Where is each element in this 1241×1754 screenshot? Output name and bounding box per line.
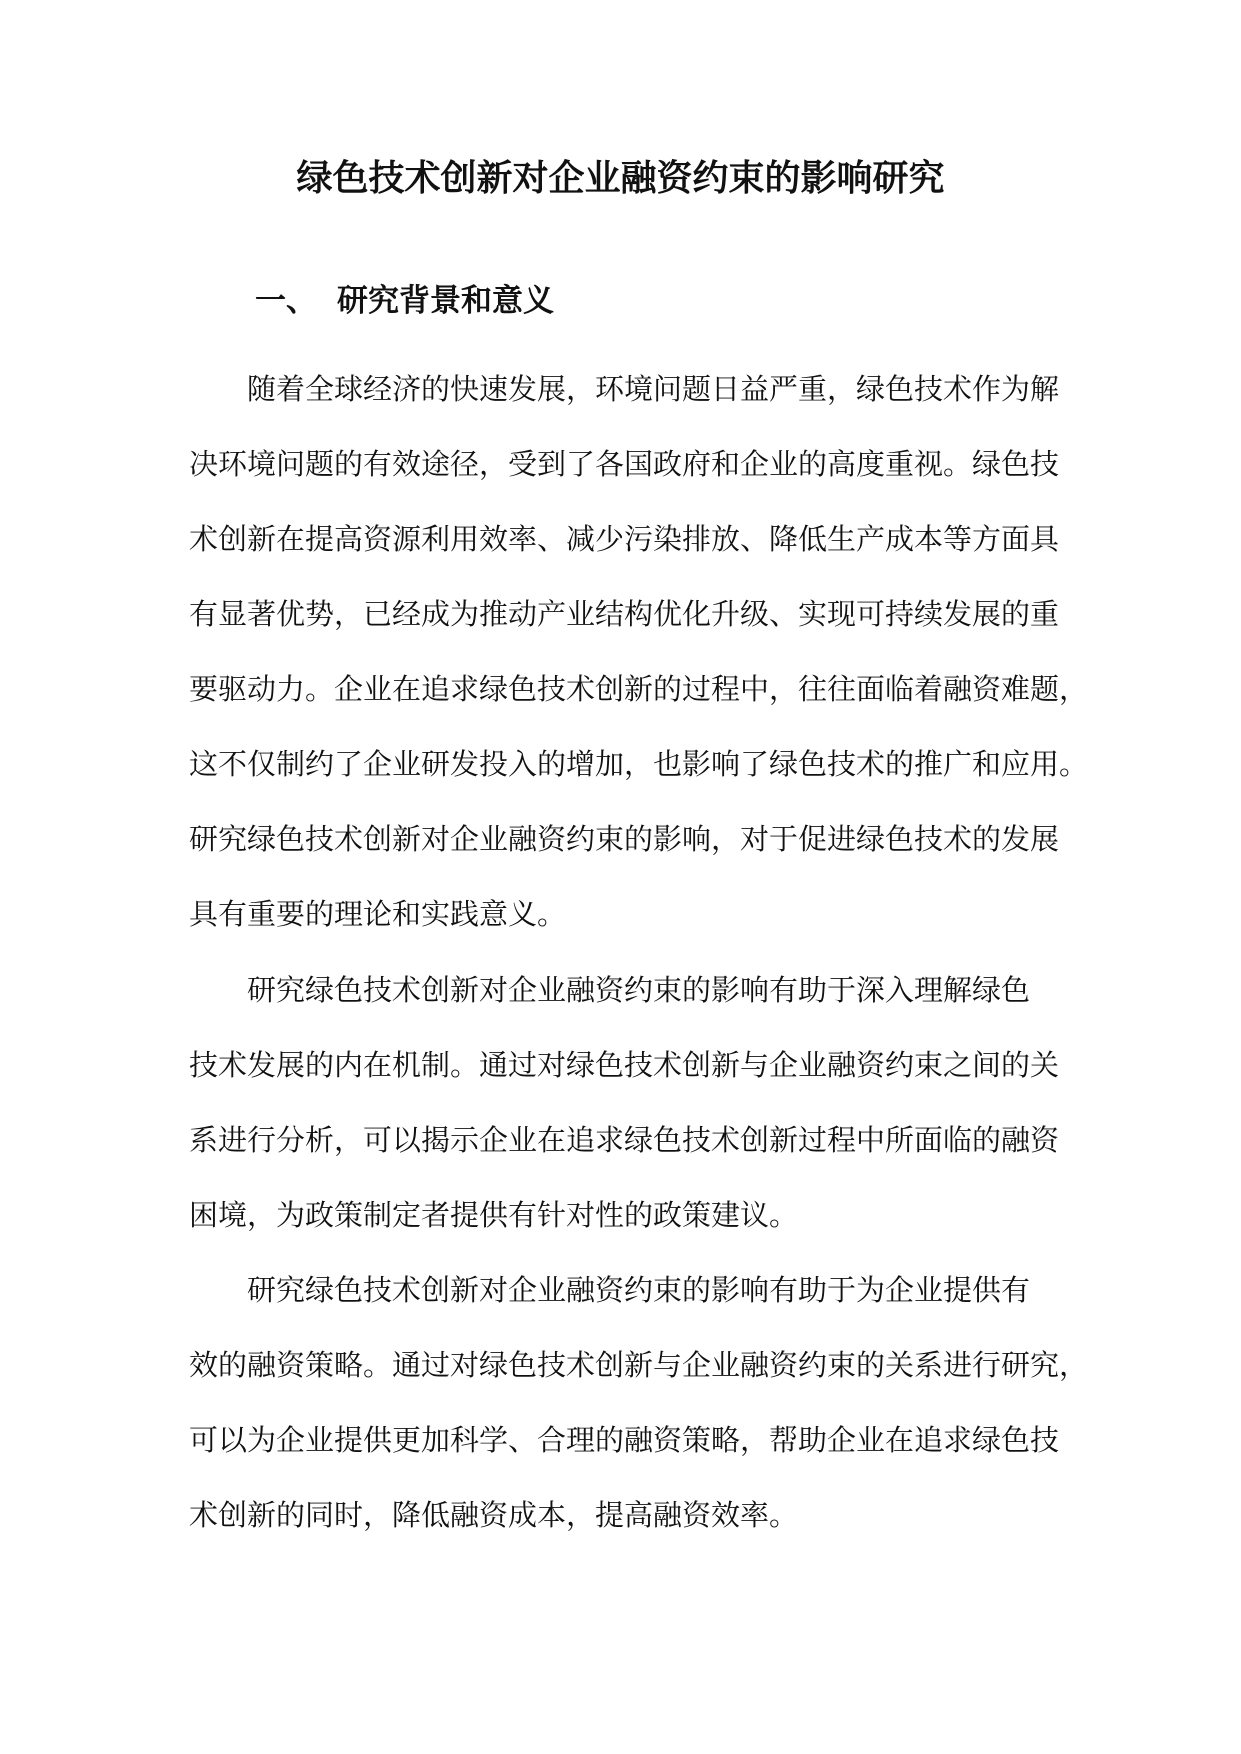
paragraph-line: 可以为企业提供更加科学、合理的融资策略，帮助企业在追求绿色技 [189, 1423, 1060, 1457]
paragraph-line: 决环境问题的有效途径，受到了各国政府和企业的高度重视。绿色技 [189, 447, 1060, 481]
document-title: 绿色技术创新对企业融资约束的影响研究 [296, 157, 945, 199]
section-heading [255, 276, 554, 326]
paragraph-line: 具有重要的理论和实践意义。 [189, 897, 567, 931]
paragraph-1 [189, 352, 1089, 952]
section-heading-text: 研究背景和意义 [337, 283, 554, 319]
paragraph-line: 技术发展的内在机制。通过对绿色技术创新与企业融资约束之间的关 [189, 1048, 1060, 1082]
paragraph-line: 效的融资策略。通过对绿色技术创新与企业融资约束的关系进行研究， [189, 1348, 1089, 1382]
paragraph-line: 术创新在提高资源利用效率、减少污染排放、降低生产成本等方面具 [189, 522, 1060, 556]
paragraph-line: 研究绿色技术创新对企业融资约束的影响，对于促进绿色技术的发展 [189, 822, 1060, 856]
paragraph-line: 困境，为政策制定者提供有针对性的政策建议。 [189, 1198, 799, 1232]
paragraph-line: 要驱动力。企业在追求绿色技术创新的过程中，往往面临着融资难题， [189, 672, 1089, 706]
paragraph-line: 研究绿色技术创新对企业融资约束的影响有助于为企业提供有 [189, 1273, 1031, 1307]
paragraph-line: 系进行分析，可以揭示企业在追求绿色技术创新过程中所面临的融资 [189, 1123, 1060, 1157]
paragraph-line: 研究绿色技术创新对企业融资约束的影响有助于深入理解绿色 [189, 973, 1031, 1007]
paragraph-2 [189, 953, 1060, 1253]
section-number: 一、 [255, 283, 317, 319]
paragraph-line: 这不仅制约了企业研发投入的增加，也影响了绿色技术的推广和应用。 [189, 747, 1089, 781]
paragraph-3 [189, 1253, 1089, 1553]
paragraph-line: 有显著优势，已经成为推动产业结构优化升级、实现可持续发展的重 [189, 597, 1060, 631]
paragraph-line: 随着全球经济的快速发展，环境问题日益严重，绿色技术作为解 [189, 372, 1060, 406]
paragraph-line: 术创新的同时，降低融资成本，提高融资效率。 [189, 1498, 799, 1532]
